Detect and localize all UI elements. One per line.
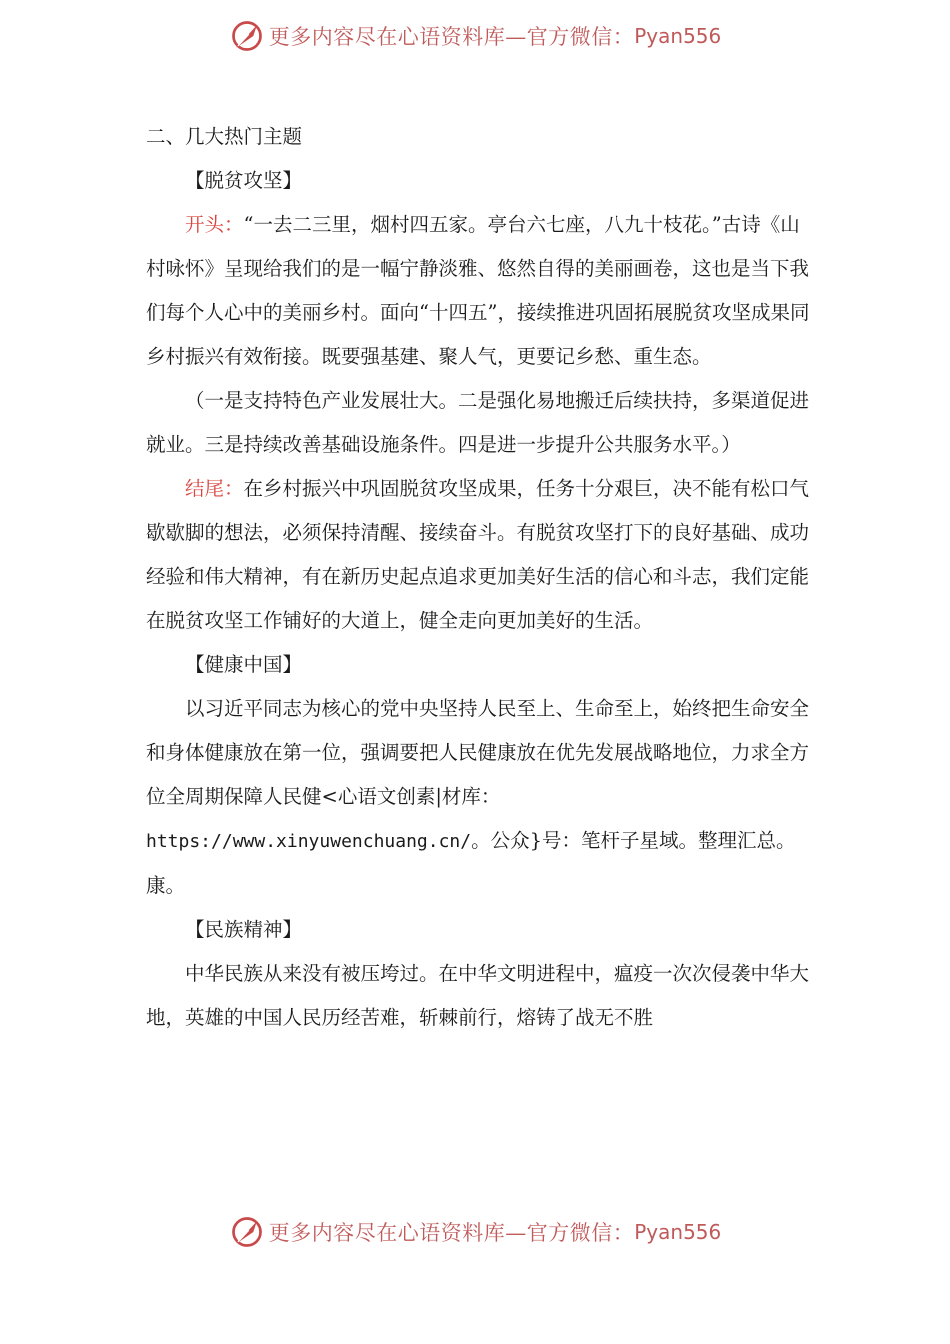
quill-logo-icon [229,1214,265,1250]
topic-heading: 【民族精神】 [185,918,303,941]
section-title: 二、几大热门主题 [146,125,303,148]
document-body [146,115,818,1040]
header-banner [0,16,950,56]
topic-heading: 【健康中国】 [185,653,303,676]
ending-label: 结尾： [185,477,244,500]
footer-banner [0,1212,950,1252]
source-url: https://www.xinyuwenchuang.cn/ [146,831,472,852]
opening-text: “一去二三里，烟村四五家。亭台六七座，八九十枝花。”古诗《山村咏怀》呈现给我们的是一幅宁静淡雅、悠然自得的美丽画卷，这也是当下我们每个人心中的美丽乡村。面向“十四五”，接续推进巩固拓展脱贫攻坚成果同乡村振兴有效衔接。既要强基建、聚人气，更要记乡愁、重生态。 [146,213,810,368]
spirit-paragraph: 中华民族从来没有被压垮过。在中华文明进程中，瘟疫一次次侵袭中华大地，英雄的中国人民历经苦难，斩棘前行，熔铸了战无不胜 [146,962,810,1029]
health-paragraph [146,687,818,908]
health-text-before: 以习近平同志为核心的党中央坚持人民至上、生命至上，始终把生命安全和身体健康放在第一位，强调要把人民健康放在优先发展战略地位，力求全方位全周期保障人民健<心语文创素|材库： [146,697,810,808]
points-paragraph: （一是支持特色产业发展壮大。二是强化易地搬迁后续扶持，多渠道促进就业。三是持续改善基础设施条件。四是进一步提升公共服务水平。） [146,389,810,456]
ending-paragraph [146,467,818,643]
banner-wechat-id: Pyan556 [634,1220,722,1244]
banner-wechat-id: Pyan556 [634,24,722,48]
banner-text: 更多内容尽在心语资料库—官方微信： [268,25,635,49]
opening-paragraph [146,203,818,379]
opening-label: 开头： [185,213,244,236]
banner-text: 更多内容尽在心语资料库—官方微信： [268,1221,635,1245]
ending-text: 在乡村振兴中巩固脱贫攻坚成果，任务十分艰巨，决不能有松口气歇歇脚的想法，必须保持清醒、接续奋斗。有脱贫攻坚打下的良好基础、成功经验和伟大精神，有在新历史起点追求更加美好生活的信心和斗志，我们定能在脱贫攻坚工作铺好的大道上，健全走向更加美好的生活。 [146,477,810,632]
health-text-after: 。公众}号：笔杆子星域。整理汇总。康。 [146,829,796,897]
topic-heading: 【脱贫攻坚】 [185,169,303,192]
quill-logo-icon [229,18,265,54]
